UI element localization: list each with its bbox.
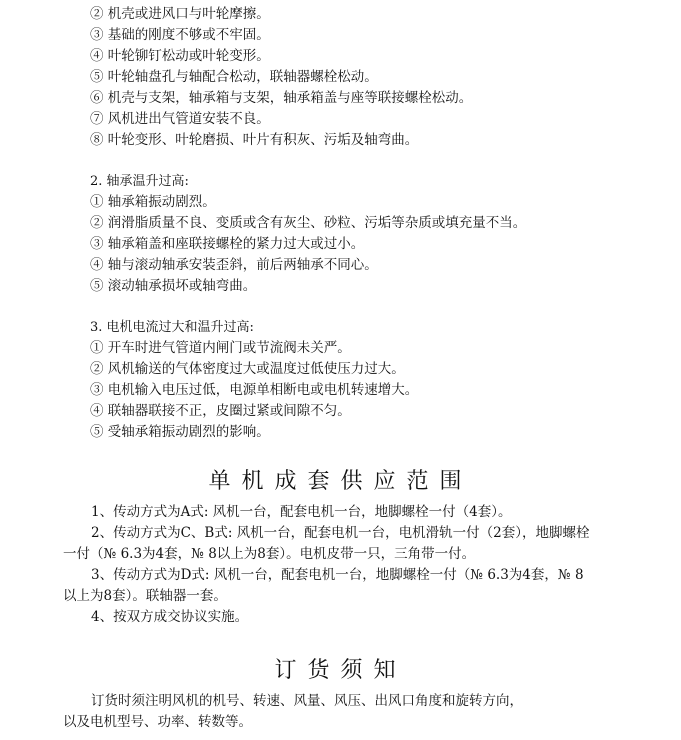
order-notice-line-2: 以及电机型号、功率、转数等。: [63, 714, 252, 730]
list-item: ④ 叶轮铆钉松动或叶轮变形。: [90, 48, 270, 64]
supply-item-4-text: 4、按双方成交协议实施。: [91, 609, 249, 625]
list-item: ④ 联轴器联接不正，皮圈过紧或间隙不匀。: [90, 403, 351, 419]
fault-heading-motor-current: 3. 电机电流过大和温升过高:: [90, 320, 254, 335]
supply-item-3-line-1: 3、传动方式为D式: 风机一台，配套电机一台，地脚螺栓一付（№ 6.3为4套，№ 8: [91, 567, 584, 583]
order-notice-title: 订货须知: [274, 658, 407, 683]
list-item: ⑥ 机壳与支架，轴承箱与支架，轴承箱盖与座等联接螺栓松动。: [90, 90, 473, 106]
supply-item-2-line-1: 2、传动方式为C、B式: 风机一台，配套电机一台，电机滑轨一付（2套），地脚螺栓: [91, 525, 590, 541]
list-item: ⑤ 滚动轴承损坏或轴弯曲。: [90, 278, 257, 294]
list-item: ⑦ 风机进出气管道安装不良。: [90, 111, 270, 127]
supply-item-4: [63, 607, 616, 628]
list-item: ① 轴承箱振动剧烈。: [90, 194, 216, 210]
fault-list-motor-current: [90, 338, 418, 443]
supply-item-2-line-2: 一付（№ 6.3为4套，№ 8以上为8套）。电机皮带一只，三角带一付。: [63, 546, 476, 562]
list-item: ② 润滑脂质量不良、变质或含有灰尘、砂粒、污垢等杂质或填充量不当。: [90, 215, 527, 231]
list-item: ⑤ 受轴承箱振动剧烈的影响。: [90, 424, 270, 440]
order-notice-text: [63, 691, 616, 733]
fault-list-vibration: [90, 4, 472, 151]
supply-item-3-line-2: 以上为8套）。联轴器一套。: [63, 588, 227, 604]
list-item: ③ 轴承箱盖和座联接螺栓的紧力过大或过小。: [90, 236, 365, 252]
list-item: ② 风机输送的气体密度过大或温度过低使压力过大。: [90, 361, 405, 377]
list-item: ③ 基础的刚度不够或不牢固。: [90, 27, 270, 43]
supply-item-2: [63, 523, 616, 565]
supply-item-1: [63, 502, 616, 523]
list-item: ⑤ 叶轮轴盘孔与轴配合松动，联轴器螺栓松动。: [90, 69, 378, 85]
fault-list-bearing-temperature: [90, 192, 526, 297]
supply-scope-title: 单机成套供应范围: [208, 469, 473, 494]
list-item: ③ 电机输入电压过低，电源单相断电或电机转速增大。: [90, 382, 419, 398]
list-item: ④ 轴与滚动轴承安装歪斜，前后两轴承不同心。: [90, 257, 378, 273]
list-item: ⑧ 叶轮变形、叶轮磨损、叶片有积灰、污垢及轴弯曲。: [90, 132, 419, 148]
fault-heading-bearing-temperature: 2. 轴承温升过高:: [90, 174, 189, 189]
supply-item-1-text: 1、传动方式为A式: 风机一台，配套电机一台，地脚螺栓一付（4套）。: [91, 504, 512, 520]
list-item: ② 机壳或进风口与叶轮摩擦。: [90, 6, 270, 22]
list-item: ① 开车时进气管道内闸门或节流阀未关严。: [90, 340, 351, 356]
supply-item-3: [63, 565, 616, 607]
order-notice-line-1: 订货时须注明风机的机号、转速、风量、风压、出风口角度和旋转方向，: [91, 693, 523, 709]
